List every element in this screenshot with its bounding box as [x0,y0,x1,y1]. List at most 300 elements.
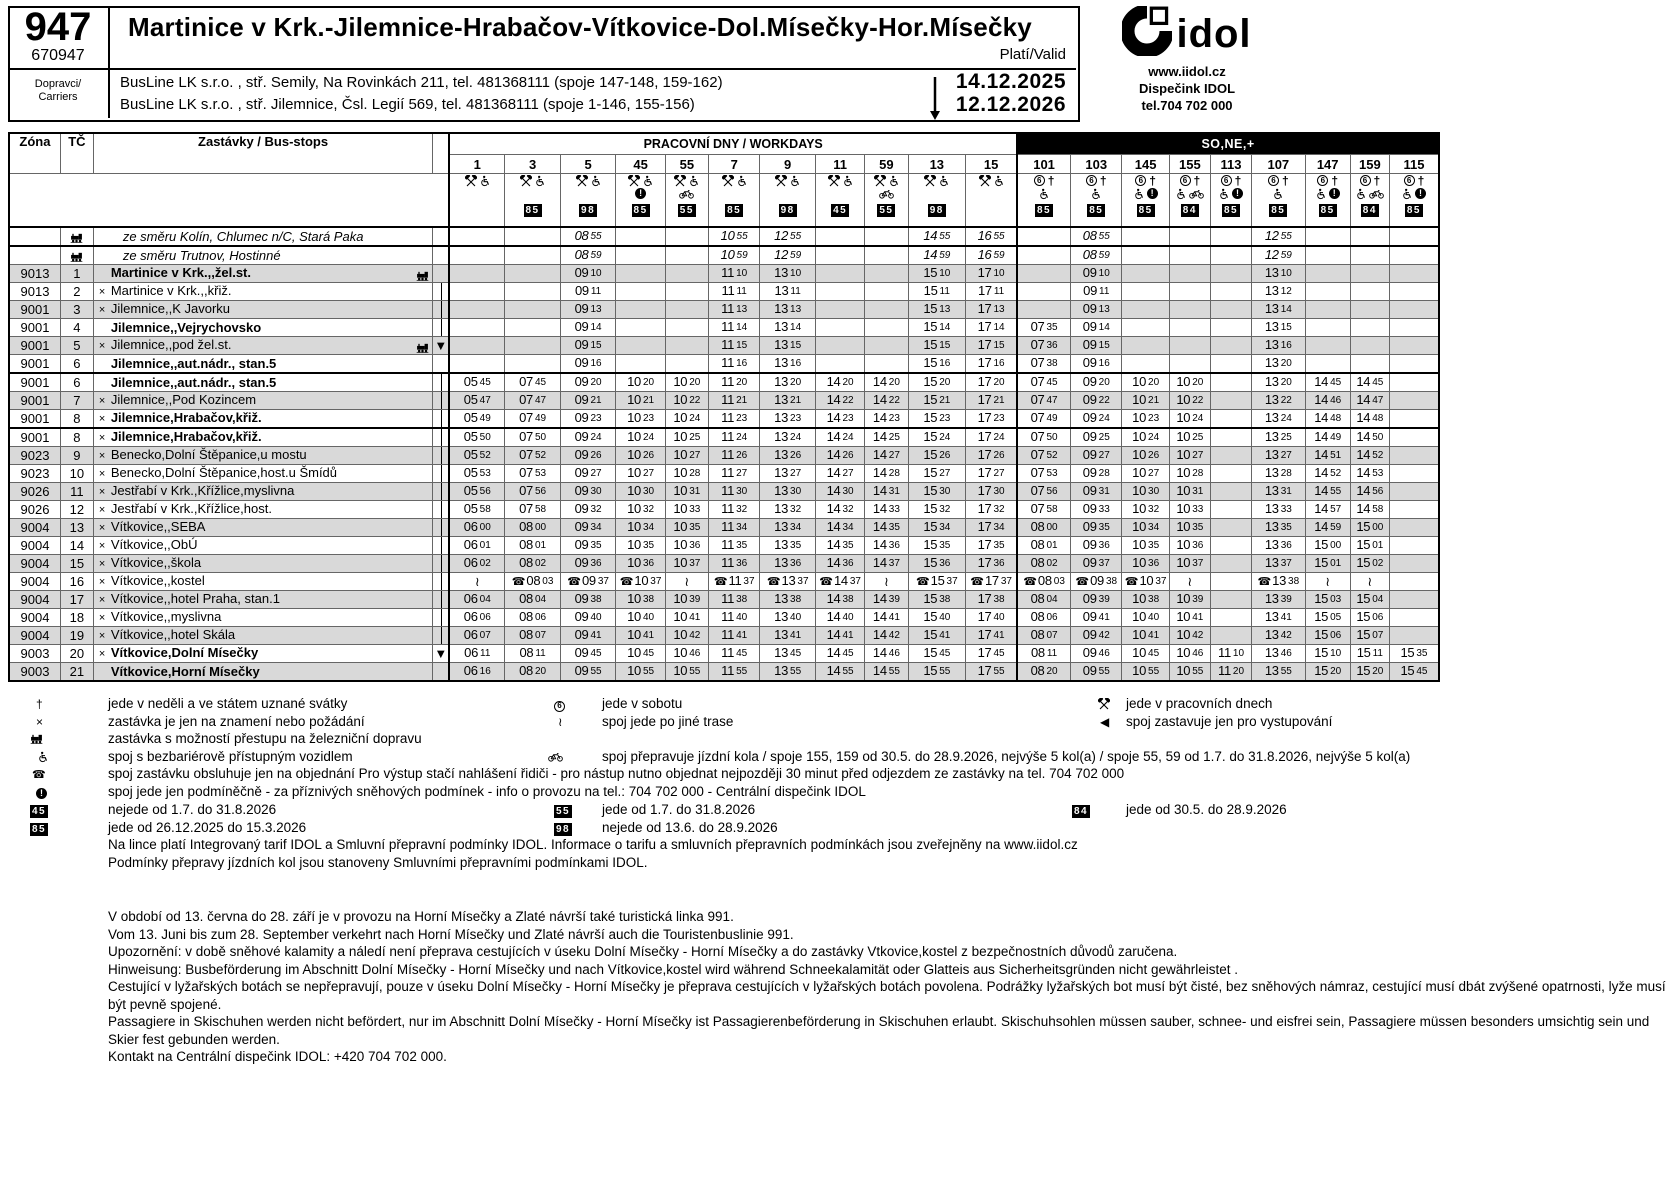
time-cell: 12 55 [760,227,816,246]
time-cell: 06 16 [449,663,505,682]
time-cell: 09 46 [1071,645,1122,663]
time-cell [1389,627,1439,645]
time-cell: 13 24 [1252,410,1305,429]
stop-name: Martinice v Krk.,,žel.st. [110,265,251,280]
column-number-101: 101 [1017,155,1070,174]
legend-symbol [1072,802,1090,818]
time-cell: 06 11 [449,645,505,663]
time-cell [865,283,908,301]
time-cell: 14 26 [815,447,864,465]
stop-cell [93,537,432,555]
stop-cell [93,428,432,447]
time-cell [815,301,864,319]
stop-row [9,428,1439,447]
column-number-115: 115 [1389,155,1439,174]
column-number-3: 3 [505,155,561,174]
time-cell: 15 27 [908,465,966,483]
time-cell: 15 20 [1305,663,1350,682]
time-cell [1169,227,1210,246]
time-cell [1389,447,1439,465]
time-cell: 10 36 [616,555,665,573]
sunday-holiday-icon: † [1047,173,1055,188]
stop-name: Vítkovice,,ObÚ [110,537,198,552]
time-cell: 14 24 [815,428,864,447]
time-cell [449,337,505,355]
time-cell: 14 38 [815,591,864,609]
train-transfer-icon [416,271,429,281]
note-code-badge: 85 [1223,205,1239,216]
time-cell [1389,483,1439,501]
stop-name: Jestřabí v Krk.,Křížlice,myslivna [110,483,295,498]
legend-symbol [30,820,48,836]
stop-cell [93,447,432,465]
time-cell: 11 14 [708,319,759,337]
time-cell: 10 40 [616,609,665,627]
time-cell [616,227,665,246]
time-cell: 07 53 [1017,465,1070,483]
note-code-badge: 84 [1362,205,1377,216]
note-code-badge: 55 [679,205,694,216]
direction-marker-cell [433,392,449,410]
time-cell: 13 22 [1252,392,1305,410]
sunday-holiday-icon: † [1099,173,1107,188]
time-cell [1350,301,1389,319]
note-code-badge: 85 [1037,205,1052,216]
time-cell: 08 11 [1017,645,1070,663]
request-stop-icon: × [36,715,44,729]
time-cell [616,246,665,265]
stop-name: Vítkovice,,škola [110,555,202,570]
time-cell: 14 34 [815,519,864,537]
time-cell: 15 26 [908,447,966,465]
time-cell [865,265,908,283]
carriers-list [120,72,723,116]
stop-row [9,410,1439,429]
time-cell: 07 50 [1017,428,1070,447]
time-cell: 14 22 [815,392,864,410]
time-cell: 09 41 [560,627,616,645]
direction-marker-cell [433,573,449,591]
time-cell [1169,246,1210,265]
time-cell: 14 56 [1350,483,1389,501]
time-cell: 17 24 [966,428,1017,447]
column-number-107: 107 [1252,155,1305,174]
time-cell: 13 27 [760,465,816,483]
workdays-hammers-icon [874,175,886,187]
time-cell: 15 35 [1389,645,1439,663]
zone-cell: 9001 [9,392,60,410]
time-cell: 13 20 [1252,373,1305,392]
stop-name: Jilemnice,,Pod Kozincem [110,392,257,407]
time-cell: 10 38 [1122,591,1169,609]
time-cell [505,246,561,265]
stop-request-mark: × [98,432,106,444]
time-cell: 09 20 [560,373,616,392]
time-cell [616,283,665,301]
time-cell [1350,227,1389,246]
column-number-13: 13 [908,155,966,174]
stop-row [9,663,1439,682]
direction-marker-cell [433,227,449,246]
note-code-badge: 85 [525,205,540,216]
note-code-badge: 98 [929,205,944,216]
time-cell: 07 47 [1017,392,1070,410]
time-cell: 08 20 [505,663,561,682]
time-cell: 10 22 [665,392,708,410]
stop-request-mark: × [98,286,106,298]
time-cell: 13 36 [760,555,816,573]
time-cell: 13 45 [760,645,816,663]
stop-row [9,573,1439,591]
time-cell: 10 42 [665,627,708,645]
time-cell [1389,410,1439,429]
column-number-113: 113 [1210,155,1251,174]
time-cell: 14 46 [1305,392,1350,410]
time-cell: 13 21 [760,392,816,410]
zone-cell: 9001 [9,319,60,337]
time-cell: 11 20 [1210,663,1251,682]
time-cell [1389,465,1439,483]
time-cell: 13 10 [1252,265,1305,283]
stop-cell [93,555,432,573]
time-cell: 13 41 [1252,609,1305,627]
time-cell: 10 35 [616,537,665,555]
zone-cell: 9001 [9,355,60,374]
time-cell [1350,283,1389,301]
time-cell: ☎10 37 [616,573,665,591]
stop-request-mark: × [98,450,106,462]
time-cell [1305,227,1350,246]
column-symbols-155 [1169,174,1210,228]
time-cell: 16 55 [966,227,1017,246]
time-cell [1210,519,1251,537]
time-cell: 14 51 [1305,447,1350,465]
time-cell [1210,337,1251,355]
wheelchair-icon [939,175,949,187]
time-cell: 10 20 [1122,373,1169,392]
phone-order-icon: ☎ [32,769,46,781]
time-cell [1017,246,1070,265]
stop-request-mark: × [98,558,106,570]
workdays-hammers-icon [465,175,477,187]
time-cell: 09 31 [1071,483,1122,501]
train-transfer-icon [70,252,83,262]
time-cell: 10 27 [616,465,665,483]
stop-request-mark: × [98,522,106,534]
time-cell [1210,283,1251,301]
time-cell: 14 39 [865,591,908,609]
stop-cell [93,319,432,337]
time-cell [1210,246,1251,265]
column-symbols-3 [505,174,561,228]
stop-cell [93,227,432,246]
time-cell: 15 02 [1350,555,1389,573]
time-cell: 17 55 [966,663,1017,682]
time-cell [1122,301,1169,319]
phone-order-icon: ☎ [1124,576,1139,588]
stop-name: Jestřabí v Krk.,Křížlice,host. [110,501,272,516]
direction-arrow: ▼ [434,338,448,353]
column-symbols-5 [560,174,616,228]
time-cell: 15 36 [908,555,966,573]
time-cell: 10 41 [665,609,708,627]
time-cell: 15 45 [1389,663,1439,682]
wheelchair-icon [1091,188,1101,200]
time-cell: 09 22 [1071,392,1122,410]
direction-marker-cell [433,428,449,447]
time-cell: 17 11 [966,283,1017,301]
time-cell: 13 33 [1252,501,1305,519]
legend-symbol [38,749,48,764]
wheelchair-icon [889,175,899,187]
column-number-45: 45 [616,155,665,174]
time-cell: 09 55 [1071,663,1122,682]
tc-cell: 4 [60,319,93,337]
time-cell: 17 35 [966,537,1017,555]
zone-cell: 9001 [9,301,60,319]
time-cell: 12 59 [760,246,816,265]
sunday-holiday-icon: † [1417,173,1425,188]
stop-cell [93,519,432,537]
workdays-hammers-icon [828,175,840,187]
direction-marker-cell [433,447,449,465]
time-cell: 08 01 [505,537,561,555]
time-cell: 14 48 [1350,410,1389,429]
wheelchair-icon [643,175,653,187]
stop-cell [93,501,432,519]
note-line: Vom 13. Juni bis zum 28. September verkehrt nach Horní Mísečky und Zlaté návrší auch die Touristenbuslinie 991. [108,926,794,942]
stop-name: Jilemnice,Hrabačov,křiž. [110,429,262,444]
time-cell: 15 10 [908,265,966,283]
time-cell: 14 52 [1350,447,1389,465]
time-cell [1210,410,1251,429]
time-cell: 10 36 [1122,555,1169,573]
time-cell: 10 41 [1169,609,1210,627]
time-cell [1122,337,1169,355]
time-cell [815,283,864,301]
bicycle-icon [679,189,694,199]
time-cell: 09 27 [560,465,616,483]
legend-symbol [36,696,43,711]
stop-row [9,319,1439,337]
time-cell: 09 11 [560,283,616,301]
direction-marker-cell [433,319,449,337]
time-cell: 14 59 [1305,519,1350,537]
legend-symbol [554,696,565,712]
time-cell: 11 20 [708,373,759,392]
time-cell: 10 26 [616,447,665,465]
time-cell [1350,319,1389,337]
time-cell [1389,283,1439,301]
note-line: Passagiere in Skischuhen werden nicht befördert, nur im Abschnitt Dolní Mísečky - Horní Mísečky ist Passagierenbeförderung in Skischuhen erlaubt. Skischuhsohlen müssen sauber, schnee- und eisfrei sein, Passagiere müssen besonders umsichtig sein und Skier fest gebunden werden. [108,1014,1650,1047]
bicycle-icon [548,752,563,762]
note-code-badge: 85 [1271,205,1286,216]
time-cell: 09 38 [560,591,616,609]
time-cell: 13 16 [760,355,816,374]
time-cell [449,301,505,319]
time-cell: 11 10 [708,265,759,283]
carriers-label-line1: Dopravci/ [34,78,82,90]
column-symbols-1 [449,174,505,228]
stop-row [9,537,1439,555]
time-cell [1305,355,1350,374]
note-code-badge: 98 [780,205,795,216]
direction-marker-cell [433,373,449,392]
tc-cell: 12 [60,501,93,519]
stop-cell [93,410,432,429]
time-cell [1389,428,1439,447]
time-cell: 15 06 [1350,609,1389,627]
stop-name: Vítkovice,,kostel [110,573,205,588]
time-cell: 10 20 [665,373,708,392]
time-cell: 05 58 [449,501,505,519]
direction-marker-cell [433,555,449,573]
time-cell: 10 27 [665,447,708,465]
sunday-holiday-icon: † [1234,173,1242,188]
time-cell: 09 28 [1071,465,1122,483]
legend-item: nejede od 1.7. do 31.8.2026 [108,802,277,817]
time-cell: 12 55 [1252,227,1305,246]
time-cell: 07 58 [1017,501,1070,519]
zone-cell: 9023 [9,465,60,483]
time-cell: 15 14 [908,319,966,337]
stop-row [9,609,1439,627]
time-cell [1389,555,1439,573]
zone-cell: 9004 [9,537,60,555]
time-cell: 08 00 [1017,519,1070,537]
time-cell: 14 45 [1350,373,1389,392]
time-cell: 11 15 [708,337,759,355]
incoming-route-row [9,246,1439,265]
time-cell [1210,227,1251,246]
column-symbols-11 [815,174,864,228]
time-cell: 17 26 [966,447,1017,465]
wheelchair-icon [480,175,490,187]
time-cell [1210,301,1251,319]
time-cell: 15 11 [908,283,966,301]
legend-symbol [1098,696,1110,711]
legend-item: spoj s bezbariérově přístupným vozidlem [108,749,353,764]
sunday-holiday-icon: † [1193,173,1201,188]
tc-cell: 17 [60,591,93,609]
time-cell: 10 34 [616,519,665,537]
time-cell: 15 00 [1350,519,1389,537]
time-cell: 14 23 [815,410,864,429]
time-cell [1169,301,1210,319]
legend-symbol [32,766,47,781]
time-cell [449,265,505,283]
tc-cell: 8 [60,428,93,447]
bicycle-icon [1369,189,1384,199]
time-cell: 10 38 [616,591,665,609]
time-cell: 14 35 [865,519,908,537]
time-cell: 07 36 [1017,337,1070,355]
time-cell: 13 38 [760,591,816,609]
saturday-icon: 6 [1086,175,1097,186]
time-cell [1210,465,1251,483]
time-cell: 10 42 [1169,627,1210,645]
legend-symbol [30,802,48,818]
stop-name: Jilemnice,,K Javorku [110,301,231,316]
time-cell: 13 15 [1252,319,1305,337]
time-cell [665,246,708,265]
time-cell [665,301,708,319]
time-cell: 09 41 [1071,609,1122,627]
time-cell: 17 34 [966,519,1017,537]
saturday-icon: 6 [1360,175,1371,186]
legend-item: spoj jede jen podmíněčně - za příznivých sněhových podmínek - info o provozu na tel.: 704 702 000 - Centrální dispečink IDOL [108,784,866,799]
time-cell: 08 59 [560,246,616,265]
time-cell: 13 37 [1252,555,1305,573]
time-cell: 14 58 [1350,501,1389,519]
tc-cell: 2 [60,283,93,301]
time-cell: 09 40 [560,609,616,627]
time-cell: 14 55 [1305,483,1350,501]
time-cell [1169,319,1210,337]
column-number-159: 159 [1350,155,1389,174]
time-cell: 10 46 [665,645,708,663]
stops-header: Zastávky / Bus-stops [93,133,432,174]
time-cell: 08 07 [1017,627,1070,645]
time-cell: 14 55 [865,663,908,682]
phone-order-icon: ☎ [511,576,526,588]
time-cell: 08 04 [1017,591,1070,609]
time-cell: 10 41 [1122,627,1169,645]
time-cell: 14 30 [815,483,864,501]
column-symbols-101 [1017,174,1070,228]
column-number-147: 147 [1305,155,1350,174]
saturday-icon: 6 [1268,175,1279,186]
wheelchair-icon [843,175,853,187]
direction-marker-cell [433,465,449,483]
time-cell: 13 26 [760,447,816,465]
column-symbols-159 [1350,174,1389,228]
time-cell [1350,355,1389,374]
time-cell: 07 47 [505,392,561,410]
stop-name: Martinice v Krk.,,křiž. [110,283,232,298]
time-cell: 09 24 [1071,410,1122,429]
time-cell [1350,246,1389,265]
time-cell: 14 45 [1305,373,1350,392]
time-cell: 11 23 [708,410,759,429]
time-cell: 14 41 [865,609,908,627]
conditional-service-icon: ! [1415,188,1426,199]
time-cell: 09 10 [560,265,616,283]
wheelchair-icon [1316,188,1326,200]
time-cell: 11 41 [708,627,759,645]
stop-row [9,337,1439,355]
time-cell: 09 37 [1071,555,1122,573]
time-cell: 17 21 [966,392,1017,410]
time-cell: 15 21 [908,392,966,410]
time-cell [1122,227,1169,246]
stop-row [9,465,1439,483]
wheelchair-icon [1039,188,1049,200]
time-cell: 10 35 [1122,537,1169,555]
time-cell: 08 06 [505,609,561,627]
time-cell [815,337,864,355]
zone-cell: 9004 [9,519,60,537]
zone-cell: 9004 [9,555,60,573]
stop-request-mark: × [98,304,106,316]
time-cell [1210,501,1251,519]
time-cell [665,573,708,591]
phone-order-icon: ☎ [915,576,930,588]
sunday-holiday-icon: † [1373,173,1381,188]
time-cell: 14 25 [865,428,908,447]
time-cell: 07 45 [505,373,561,392]
time-cell: 17 10 [966,265,1017,283]
